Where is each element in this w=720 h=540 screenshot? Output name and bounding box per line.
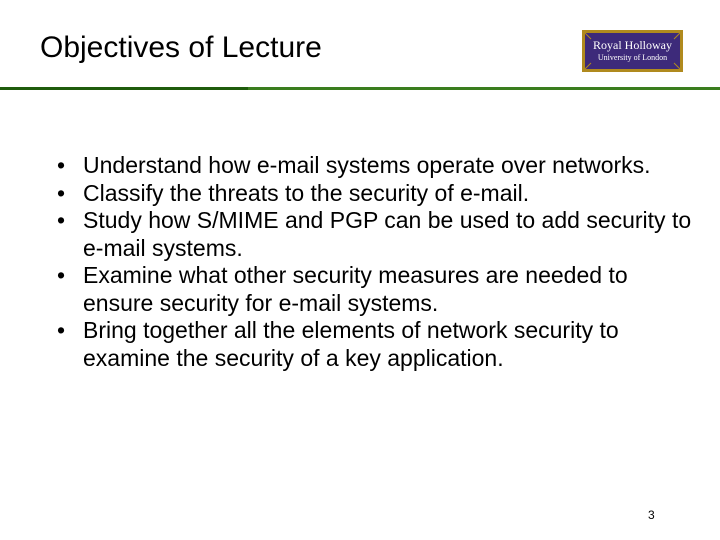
list-item-text: Classify the threats to the security of e-mail. <box>83 179 530 206</box>
list-item <box>57 152 697 180</box>
logo-line-1: Royal Holloway <box>593 38 672 52</box>
list-item-text: Examine what other security measures are needed to ensure security for e-mail systems. <box>83 262 628 316</box>
list-item <box>57 180 697 208</box>
list-item-text: Understand how e-mail systems operate over networks. <box>83 152 651 178</box>
bullet-icon: • <box>57 152 66 178</box>
bullet-icon: • <box>57 207 66 233</box>
bullet-icon: • <box>57 262 66 288</box>
page-number: 3 <box>648 508 655 522</box>
bullet-icon: • <box>57 317 66 343</box>
bullet-icon: • <box>57 179 66 206</box>
royal-holloway-logo <box>582 30 683 72</box>
header-rule-accent <box>0 87 248 90</box>
list-item-text: Bring together all the elements of network security to examine the security of a key application. <box>83 317 619 371</box>
list-item <box>57 207 697 262</box>
logo-line-2: University of London <box>597 53 668 62</box>
slide-title: Objectives of Lecture <box>40 31 322 64</box>
objectives-list <box>57 152 697 372</box>
list-item <box>57 317 697 372</box>
list-item-text: Study how S/MIME and PGP can be used to add security to e-mail systems. <box>83 207 692 261</box>
list-item <box>57 262 697 317</box>
